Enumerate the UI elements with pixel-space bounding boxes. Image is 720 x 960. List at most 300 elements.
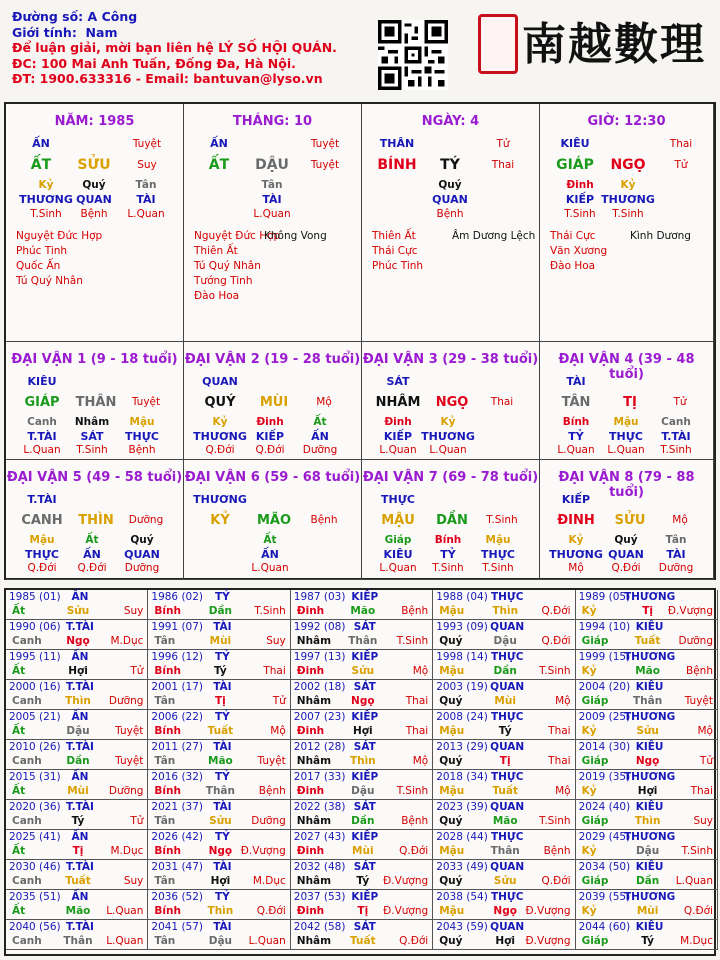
year-cell [291, 620, 433, 650]
year-label: 2040 (56) [9, 921, 61, 933]
year-label: 2017 (33) [293, 771, 346, 783]
hidden-god: KIẾP [565, 193, 595, 206]
hidden-stem: Bính [434, 534, 462, 546]
ten-god: QUAN [202, 375, 238, 388]
header [0, 0, 720, 100]
year-label: 2026 (42) [151, 831, 204, 843]
year-label: 1995 (11) [9, 651, 61, 663]
hidden-god: TÀI [262, 193, 282, 206]
year-branch: Dần [351, 815, 375, 827]
year-ten-god: ẤN [71, 771, 89, 783]
pillar-title: NĂM: 1985 [54, 114, 135, 129]
year-label: 2034 (50) [578, 861, 631, 873]
year-stem: Canh [12, 935, 42, 947]
hidden-god: QUAN [76, 193, 112, 206]
heavenly-stem: CANH [21, 513, 63, 528]
year-label: 2036 (52) [151, 891, 204, 903]
year-label: 2022 (38) [293, 801, 346, 813]
year-branch: Tuất [492, 785, 518, 797]
year-stem: Ất [12, 605, 26, 617]
star-name: Đào Hoa [550, 260, 596, 272]
year-stem: Canh [12, 875, 42, 887]
year-branch: Tuất [634, 635, 661, 647]
hidden-stem: Ất [85, 534, 99, 546]
year-label: 2029 (45) [578, 831, 631, 843]
heavenly-stem: KỶ [210, 513, 230, 528]
growth-stage: L.Quan [253, 208, 291, 220]
year-ten-god: ẤN [71, 651, 89, 663]
year-ten-god: THƯƠNG [623, 591, 676, 603]
year-stem: Mậu [439, 785, 465, 797]
year-stem: Đinh [296, 725, 325, 737]
year-cell [148, 890, 290, 920]
year-stage: Tuyệt [115, 725, 144, 737]
year-label: 2041 (57) [151, 921, 204, 933]
hidden-god: THỰC [25, 548, 59, 561]
growth-stage: L.Quan [379, 444, 417, 456]
year-ten-god: QUAN [490, 681, 525, 693]
year-branch: Tý [498, 725, 512, 737]
hidden-stem: Quý [438, 179, 462, 191]
luck-pillar-1 [6, 342, 184, 460]
year-stem: Kỷ [581, 785, 597, 797]
growth-stage: L.Quan [251, 562, 289, 574]
year-cell [576, 830, 718, 860]
year-label: 2031 (47) [151, 861, 204, 873]
year-label: 2035 (51) [9, 891, 61, 903]
hidden-god: THƯƠNG [421, 430, 475, 443]
luck-title: ĐẠI VẬN 4 (39 - 48 tuổi) [558, 352, 695, 382]
year-branch: Dậu [351, 785, 375, 797]
heavenly-stem: ẤT [208, 157, 230, 173]
heavenly-stem: ẤT [30, 157, 52, 173]
year-label: 2019 (35) [578, 771, 631, 783]
year-cell [291, 590, 433, 620]
year-stage: T.Sinh [539, 815, 571, 827]
year-cell [6, 920, 148, 950]
earthly-branch: DẦN [436, 513, 468, 528]
heavenly-stem: GIÁP [556, 157, 594, 173]
year-branch: Sửu [209, 815, 232, 827]
growth-stage: Bệnh [80, 208, 108, 220]
year-cell [433, 800, 575, 830]
year-stem: Kỷ [581, 665, 597, 677]
hidden-god: TÀI [666, 548, 686, 561]
year-ten-god: TÀI [213, 801, 232, 813]
year-ten-god: QUAN [490, 741, 525, 753]
year-cell [6, 620, 148, 650]
growth-stage: L.Quan [557, 444, 595, 456]
year-stem: Giáp [581, 815, 609, 827]
year-stem: Quý [439, 815, 463, 827]
year-cell [291, 710, 433, 740]
earthly-branch: NGỌ [435, 395, 469, 410]
year-branch: Dậu [493, 635, 517, 647]
luck-pillar-7 [362, 460, 540, 580]
hidden-stem: Bính [562, 416, 590, 428]
year-ten-god: TÀI [213, 921, 232, 933]
year-stage: Thai [405, 725, 429, 737]
bazi-chart [4, 102, 716, 580]
year-branch: Tý [214, 665, 227, 677]
heavenly-stem: BÍNH [377, 157, 417, 173]
year-stem: Bính [154, 845, 181, 857]
year-ten-god: SÁT [353, 801, 376, 813]
year-stem: Kỷ [581, 605, 597, 617]
year-stage: L.Quan [106, 905, 144, 917]
year-stage: Đ.Vượng [383, 905, 429, 917]
year-stage: Tuyệt [684, 695, 713, 707]
year-ten-god: TÀI [213, 621, 232, 633]
year-label: 2001 (17) [151, 681, 204, 693]
year-branch: Thân [490, 845, 520, 857]
year-stage: Bệnh [258, 785, 286, 797]
year-branch: Tý [71, 815, 85, 827]
year-stem: Quý [439, 875, 463, 887]
year-cell [433, 680, 575, 710]
year-stage: Dưỡng [678, 635, 713, 647]
growth-stage: L.Quan [607, 444, 645, 456]
hidden-god: THƯƠNG [19, 193, 73, 206]
year-label: 2021 (37) [151, 801, 204, 813]
star-name: Quốc Ấn [16, 260, 61, 272]
year-label: 1999 (15) [578, 651, 631, 663]
contact-line: Để luận giải, mời bạn liên hệ LÝ SỐ HỘI QUÁN. [12, 40, 337, 55]
year-stage: Thai [690, 785, 713, 797]
phone-email-line[interactable]: ĐT: 1900.633316 - Email: bantuvan@lyso.vn [12, 71, 323, 86]
hidden-stem: Canh [661, 416, 691, 428]
year-branch: Ngọ [493, 905, 517, 917]
year-branch: Sửu [636, 725, 659, 737]
hidden-stem: Mậu [29, 534, 55, 546]
year-stem: Giáp [581, 755, 609, 767]
year-label: 2033 (49) [436, 861, 488, 873]
growth-stage: T.Sinh [30, 208, 62, 220]
year-stage: Q.Đới [541, 875, 571, 887]
year-stem: Quý [439, 635, 463, 647]
year-ten-god: SÁT [353, 921, 376, 933]
year-stem: Nhâm [296, 875, 332, 887]
year-branch: Dần [493, 665, 517, 677]
year-cell [6, 680, 148, 710]
year-branch: Dậu [66, 725, 90, 737]
pillar-1 [184, 104, 362, 342]
year-stage: T.Sinh [254, 605, 286, 617]
year-stem: Kỷ [581, 845, 597, 857]
hidden-god: TỶ [440, 548, 456, 561]
year-ten-god: KIẾP [351, 711, 379, 723]
year-stem: Quý [439, 695, 463, 707]
ten-god: KIÊU [27, 375, 57, 388]
year-branch: Tuất [207, 725, 234, 737]
star-name: Phúc Tinh [16, 245, 68, 257]
hidden-stem: Ất [263, 534, 277, 546]
stage: Bệnh [310, 514, 338, 526]
year-ten-god: THƯƠNG [623, 831, 676, 843]
year-stem: Mậu [439, 605, 465, 617]
year-stage: L.Quan [106, 935, 144, 947]
year-stem: Tân [154, 875, 176, 887]
hidden-god: THỰC [481, 548, 515, 561]
stage: Tử [673, 396, 687, 408]
hidden-god: THỰC [125, 430, 159, 443]
year-ten-god: TỶ [215, 891, 230, 903]
earthly-branch: TÝ [440, 157, 460, 173]
pillar-0 [6, 104, 184, 342]
hidden-god: KIẾP [383, 430, 413, 443]
year-stem: Ất [12, 845, 26, 857]
year-ten-god: THỰC [490, 891, 524, 903]
year-branch: Mão [65, 905, 91, 917]
year-stage: Suy [123, 605, 144, 617]
year-cell [148, 680, 290, 710]
year-label: 2037 (53) [293, 891, 346, 903]
year-branch: Thìn [492, 605, 519, 617]
year-stage: Mộ [270, 725, 286, 737]
year-cell [148, 740, 290, 770]
year-ten-god: KIÊU [635, 741, 664, 753]
year-cell [6, 740, 148, 770]
year-stage: Q.Đới [256, 905, 286, 917]
growth-stage: L.Quan [127, 208, 165, 220]
year-stem: Tân [154, 815, 176, 827]
growth-stage: L.Quan [379, 562, 417, 574]
hidden-stem: Canh [27, 416, 57, 428]
year-cell [576, 590, 718, 620]
year-branch: Thân [348, 635, 378, 647]
year-label: 2018 (34) [436, 771, 488, 783]
year-stage: Đ.Vượng [525, 935, 571, 947]
heavenly-stem: MẬU [381, 513, 415, 528]
year-label: 2009 (25) [578, 711, 631, 723]
year-label: 1989 (05) [578, 591, 631, 603]
year-ten-god: THỰC [490, 831, 524, 843]
year-cell [148, 710, 290, 740]
growth-stage: L.Quan [429, 444, 467, 456]
luck-title: ĐẠI VẬN 2 (19 - 28 tuổi) [184, 352, 361, 367]
growth-stage: T.Sinh [76, 444, 108, 456]
earthly-branch: SỬU [614, 513, 646, 528]
year-branch: Tuất [65, 875, 91, 887]
year-branch: Tý [356, 875, 370, 887]
growth-stage: T.Sinh [564, 208, 596, 220]
year-ten-god: QUAN [490, 921, 525, 933]
hidden-god: ẤN [83, 548, 101, 561]
ten-god: SÁT [386, 375, 410, 388]
star-name: Đào Hoa [194, 290, 240, 302]
year-branch: Hợi [495, 935, 515, 947]
year-label: 2012 (28) [293, 741, 346, 753]
stage: Tử [674, 159, 688, 171]
stage: Mộ [672, 514, 688, 526]
hidden-stem: Quý [82, 179, 106, 191]
year-cell [576, 740, 718, 770]
pillar-title: THÁNG: 10 [232, 114, 313, 129]
year-stem: Canh [12, 815, 42, 827]
year-label: 2002 (18) [293, 681, 346, 693]
year-branch: Thìn [349, 755, 376, 767]
ten-god: THỰC [381, 493, 415, 506]
year-label: 2008 (24) [436, 711, 488, 723]
year-ten-god: SÁT [353, 681, 376, 693]
luck-title: ĐẠI VẬN 7 (69 - 78 tuổi) [362, 470, 539, 485]
year-cell [576, 680, 718, 710]
year-label: 2011 (27) [151, 741, 204, 753]
year-branch: Thân [205, 785, 235, 797]
hidden-stem: Giáp [384, 534, 412, 546]
year-branch: Tị [642, 605, 653, 617]
star-name: Thái Cực [372, 245, 418, 257]
year-cell [576, 920, 718, 950]
year-ten-god: KIÊU [635, 861, 664, 873]
year-ten-god: THƯƠNG [623, 771, 676, 783]
year-stage: Tử [272, 695, 286, 707]
earthly-branch: MÙI [259, 395, 289, 410]
year-stage: Suy [123, 875, 144, 887]
year-stem: Đinh [296, 665, 325, 677]
hidden-stem: Kỷ [440, 416, 456, 428]
year-ten-god: KIẾP [351, 831, 379, 843]
year-label: 1988 (04) [436, 591, 488, 603]
year-cell [148, 770, 290, 800]
year-stem: Canh [12, 755, 42, 767]
hidden-god: ẤN [311, 430, 329, 443]
year-stem: Giáp [581, 935, 609, 947]
year-stem: Kỷ [581, 725, 597, 737]
luck-pillar-8 [540, 460, 714, 580]
earthly-branch: TỊ [623, 395, 637, 410]
year-cell [6, 650, 148, 680]
year-label: 2010 (26) [9, 741, 61, 753]
year-branch: Mùi [636, 905, 659, 917]
red-seal-icon [478, 14, 518, 74]
year-stage: Q.Đới [541, 635, 571, 647]
year-stage: Tử [699, 755, 713, 767]
year-cell [6, 800, 148, 830]
year-ten-god: THƯƠNG [623, 891, 676, 903]
stage: Tuyệt [310, 159, 340, 171]
year-cell [576, 800, 718, 830]
hidden-god: THƯƠNG [601, 193, 655, 206]
year-stem: Đinh [296, 785, 325, 797]
year-stem: Nhâm [296, 755, 332, 767]
hidden-god: THỰC [609, 430, 643, 443]
year-stage: Mộ [555, 785, 571, 797]
stage: T.Sinh [486, 514, 518, 526]
year-label: 1992 (08) [293, 621, 346, 633]
hidden-god: ẤN [261, 548, 279, 561]
luck-title: ĐẠI VẬN 1 (9 - 18 tuổi) [11, 352, 178, 367]
year-branch: Mão [492, 815, 518, 827]
year-cell [433, 890, 575, 920]
year-ten-god: SÁT [353, 741, 376, 753]
hidden-god: QUAN [124, 548, 160, 561]
year-stage: Mộ [412, 665, 429, 677]
year-ten-god: QUAN [490, 621, 525, 633]
year-cell [291, 920, 433, 950]
year-label: 1996 (12) [151, 651, 204, 663]
year-stage: Thai [263, 665, 286, 677]
stage: Suy [137, 159, 157, 171]
hidden-stem: Kỷ [568, 534, 584, 546]
year-ten-god: THỰC [490, 591, 524, 603]
year-cell [291, 740, 433, 770]
hidden-stem: Mậu [485, 534, 511, 546]
year-cell [433, 620, 575, 650]
earthly-branch: DẬU [255, 157, 289, 173]
year-branch: Ngọ [635, 755, 660, 767]
growth-stage: Q.Đới [27, 562, 57, 574]
year-label: 1993 (09) [436, 621, 488, 633]
year-label: 2030 (46) [9, 861, 61, 873]
growth-stage: T.Sinh [482, 562, 514, 574]
year-cell [148, 800, 290, 830]
year-ten-god: TỶ [215, 651, 230, 663]
year-stem: Mậu [439, 845, 465, 857]
year-branch: Mão [350, 605, 376, 617]
year-ten-god: T.TÀI [66, 741, 94, 753]
year-stage: Q.Đới [399, 935, 429, 947]
year-branch: Mão [635, 665, 660, 677]
year-label: 2013 (29) [436, 741, 488, 753]
year-ten-god: TỶ [215, 711, 230, 723]
year-ten-god: KIẾP [351, 591, 379, 603]
earthly-branch: THÂN [75, 395, 117, 410]
year-branch: Hợi [210, 875, 231, 887]
year-ten-god: KIÊU [635, 681, 664, 693]
year-cell [148, 620, 290, 650]
year-stem: Bính [154, 725, 181, 737]
year-branch: Tị [499, 755, 511, 767]
year-branch: Sửu [493, 875, 517, 887]
year-label: 1998 (14) [436, 651, 488, 663]
year-branch: Sửu [351, 665, 375, 677]
year-stage: Mộ [555, 695, 571, 707]
year-stem: Nhâm [296, 695, 332, 707]
year-stage: Q.Đới [683, 905, 713, 917]
year-cell [433, 740, 575, 770]
hidden-god: TÀI [136, 193, 156, 206]
year-branch: Dần [66, 755, 90, 767]
year-cell [6, 590, 148, 620]
year-ten-god: KIÊU [635, 801, 664, 813]
hidden-stem: Tân [261, 179, 283, 191]
year-stem: Mậu [439, 665, 465, 677]
luck-title: ĐẠI VẬN 5 (49 - 58 tuổi) [6, 470, 183, 485]
year-label: 2024 (40) [578, 801, 631, 813]
year-stem: Ất [12, 785, 26, 797]
growth-stage: T.Sinh [612, 208, 644, 220]
stage: Tử [496, 138, 510, 150]
hidden-stem: Nhâm [74, 416, 110, 428]
star-name: Thiên Ất [194, 245, 238, 257]
year-cell [291, 890, 433, 920]
year-stem: Quý [439, 935, 463, 947]
year-stage: T.Sinh [396, 785, 429, 797]
ten-god: KIÊU [560, 137, 590, 150]
year-stage: L.Quan [248, 935, 286, 947]
growth-stage: Bệnh [128, 444, 156, 456]
stage: Thai [490, 396, 514, 408]
year-label: 2005 (21) [9, 711, 61, 723]
hidden-stem: Đinh [566, 179, 594, 191]
header-info [12, 9, 337, 87]
year-stage: Tuyệt [115, 755, 144, 767]
year-cell [6, 860, 148, 890]
year-stem: Tân [154, 695, 176, 707]
star-name: Tú Quý Nhân [16, 275, 83, 287]
year-ten-god: THƯƠNG [623, 711, 676, 723]
